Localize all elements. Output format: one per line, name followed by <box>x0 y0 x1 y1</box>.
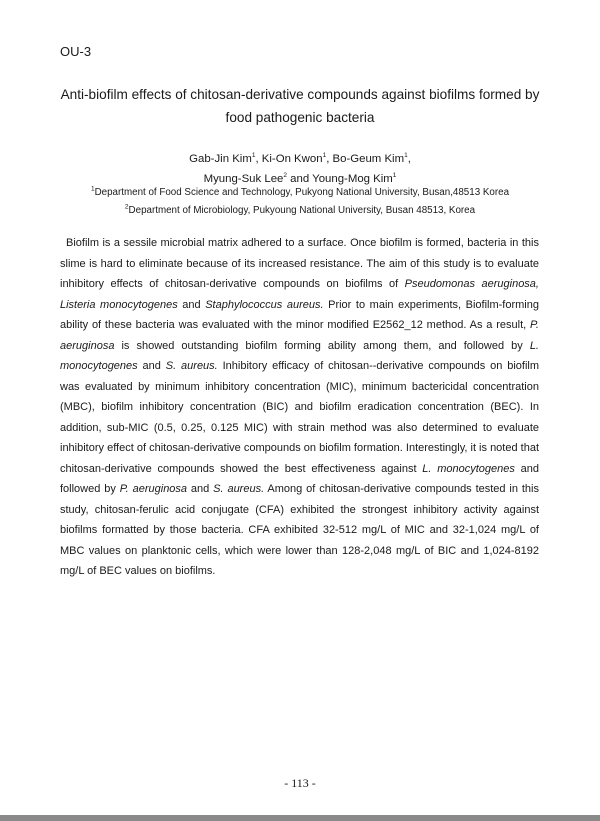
author-separator: , <box>255 153 262 165</box>
author-affiliation-mark: 2 <box>283 172 287 180</box>
author-separator: , <box>326 153 333 165</box>
author-separator: , <box>407 153 411 165</box>
affiliation-item <box>30 184 570 202</box>
affiliation-number: 1 <box>90 185 95 193</box>
abstract-italic-run: L. monocytogenes <box>422 462 515 475</box>
author-name: Ki-On Kwon <box>261 153 323 165</box>
page-number: - 113 - <box>284 776 316 790</box>
author-affiliation-mark: 1 <box>251 152 256 160</box>
affiliation-number: 2 <box>124 203 129 211</box>
abstract-italic-run: Pseudomonas aeruginosa, Listeria monocytogenes <box>60 278 539 311</box>
page-bottom-border <box>0 815 600 821</box>
abstract-text-run: Among of chitosan-derivative compounds tested in this study, chitosan-ferulic acid conjugate (CFA) exhibited the strongest inhibitory activity against biofilms formatted by those bacteria. CFA exhibited 32-512 mg/L of MIC and 32-1,024 mg/L of MBC values on planktonic cells, which were lower than 128-2,048 mg/L of BIC and 1,024-8192 mg/L of BEC values on biofilms. <box>60 483 539 577</box>
abstract-text-run: and <box>177 298 206 311</box>
session-code: OU-3 <box>60 44 92 59</box>
affiliation-text: Department of Food Science and Technology, Pukyong National University, Busan,48513 Korea <box>94 187 510 198</box>
abstract-paragraph <box>60 233 539 582</box>
author-separator: and <box>287 173 313 185</box>
abstract-text-run: and <box>137 360 166 372</box>
author-affiliation-mark: 1 <box>322 152 327 160</box>
author-name: Bo-Geum Kim <box>332 153 405 165</box>
author-line-1 <box>40 149 560 169</box>
affiliation-text: Department of Microbiology, Pukyoung National University, Busan 48513, Korea <box>128 205 476 216</box>
abstract-italic-run: Staphylococcus aureus. <box>205 298 324 311</box>
abstract-text-run: and <box>187 483 214 495</box>
abstract-italic-run: S. aureus. <box>165 360 218 372</box>
abstract-text-run: Biofilm is a sessile microbial matrix adhered to a surface. Once biofilm is formed, bacteria in this slime is hard to eliminate because of its increased resistance. The aim of this study is to evaluate inhibitory effects of chitosan-derivative compounds on biofilms of <box>60 237 539 290</box>
paper-title: Anti-biofilm effects of chitosan-derivative compounds against biofilms formed by food pathogenic bacteria <box>60 87 540 125</box>
abstract-italic-run: P. aeruginosa <box>60 319 539 352</box>
abstract-italic-run: P. aeruginosa <box>119 483 188 495</box>
author-list <box>40 149 560 189</box>
author-name: Young-Mog Kim <box>312 173 393 185</box>
abstract-text-run: and followed by <box>60 462 539 495</box>
author-name: Gab-Jin Kim <box>189 153 252 165</box>
abstract-text-run: Inhibitory efficacy of chitosan--derivative compounds on biofilm was evaluated by minimum inhibitory concentration (MIC), minimum bactericidal concentration (MBC), biofilm inhibitory concentration (BIC) and biofilm eradication concentration (BEC). In addition, sub-MIC (0.5, 0.25, 0.125 MIC) with strain method was also determined to evaluate inhibitory effect of chitosan-derivative compounds on biofilm formation. Interestingly, it is noted that chitosan-derivative compounds showed the best effectiveness against <box>60 360 540 475</box>
author-affiliation-mark: 1 <box>404 152 408 160</box>
abstract-italic-run: S. aureus. <box>213 483 265 495</box>
abstract-text-run: Prior to main experiments, Biofilm-forming ability of these bacteria was evaluated with the minor modified E2562_12 method. As a result, <box>60 298 539 331</box>
author-affiliation-mark: 1 <box>392 172 397 180</box>
abstract-text-run: is showed outstanding biofilm forming ability among them, and followed by <box>114 339 530 352</box>
affiliation-list <box>30 184 570 220</box>
author-name: Myung-Suk Lee <box>203 173 284 185</box>
affiliation-item <box>30 202 570 220</box>
abstract-italic-run: L. monocytogenes <box>60 339 539 372</box>
